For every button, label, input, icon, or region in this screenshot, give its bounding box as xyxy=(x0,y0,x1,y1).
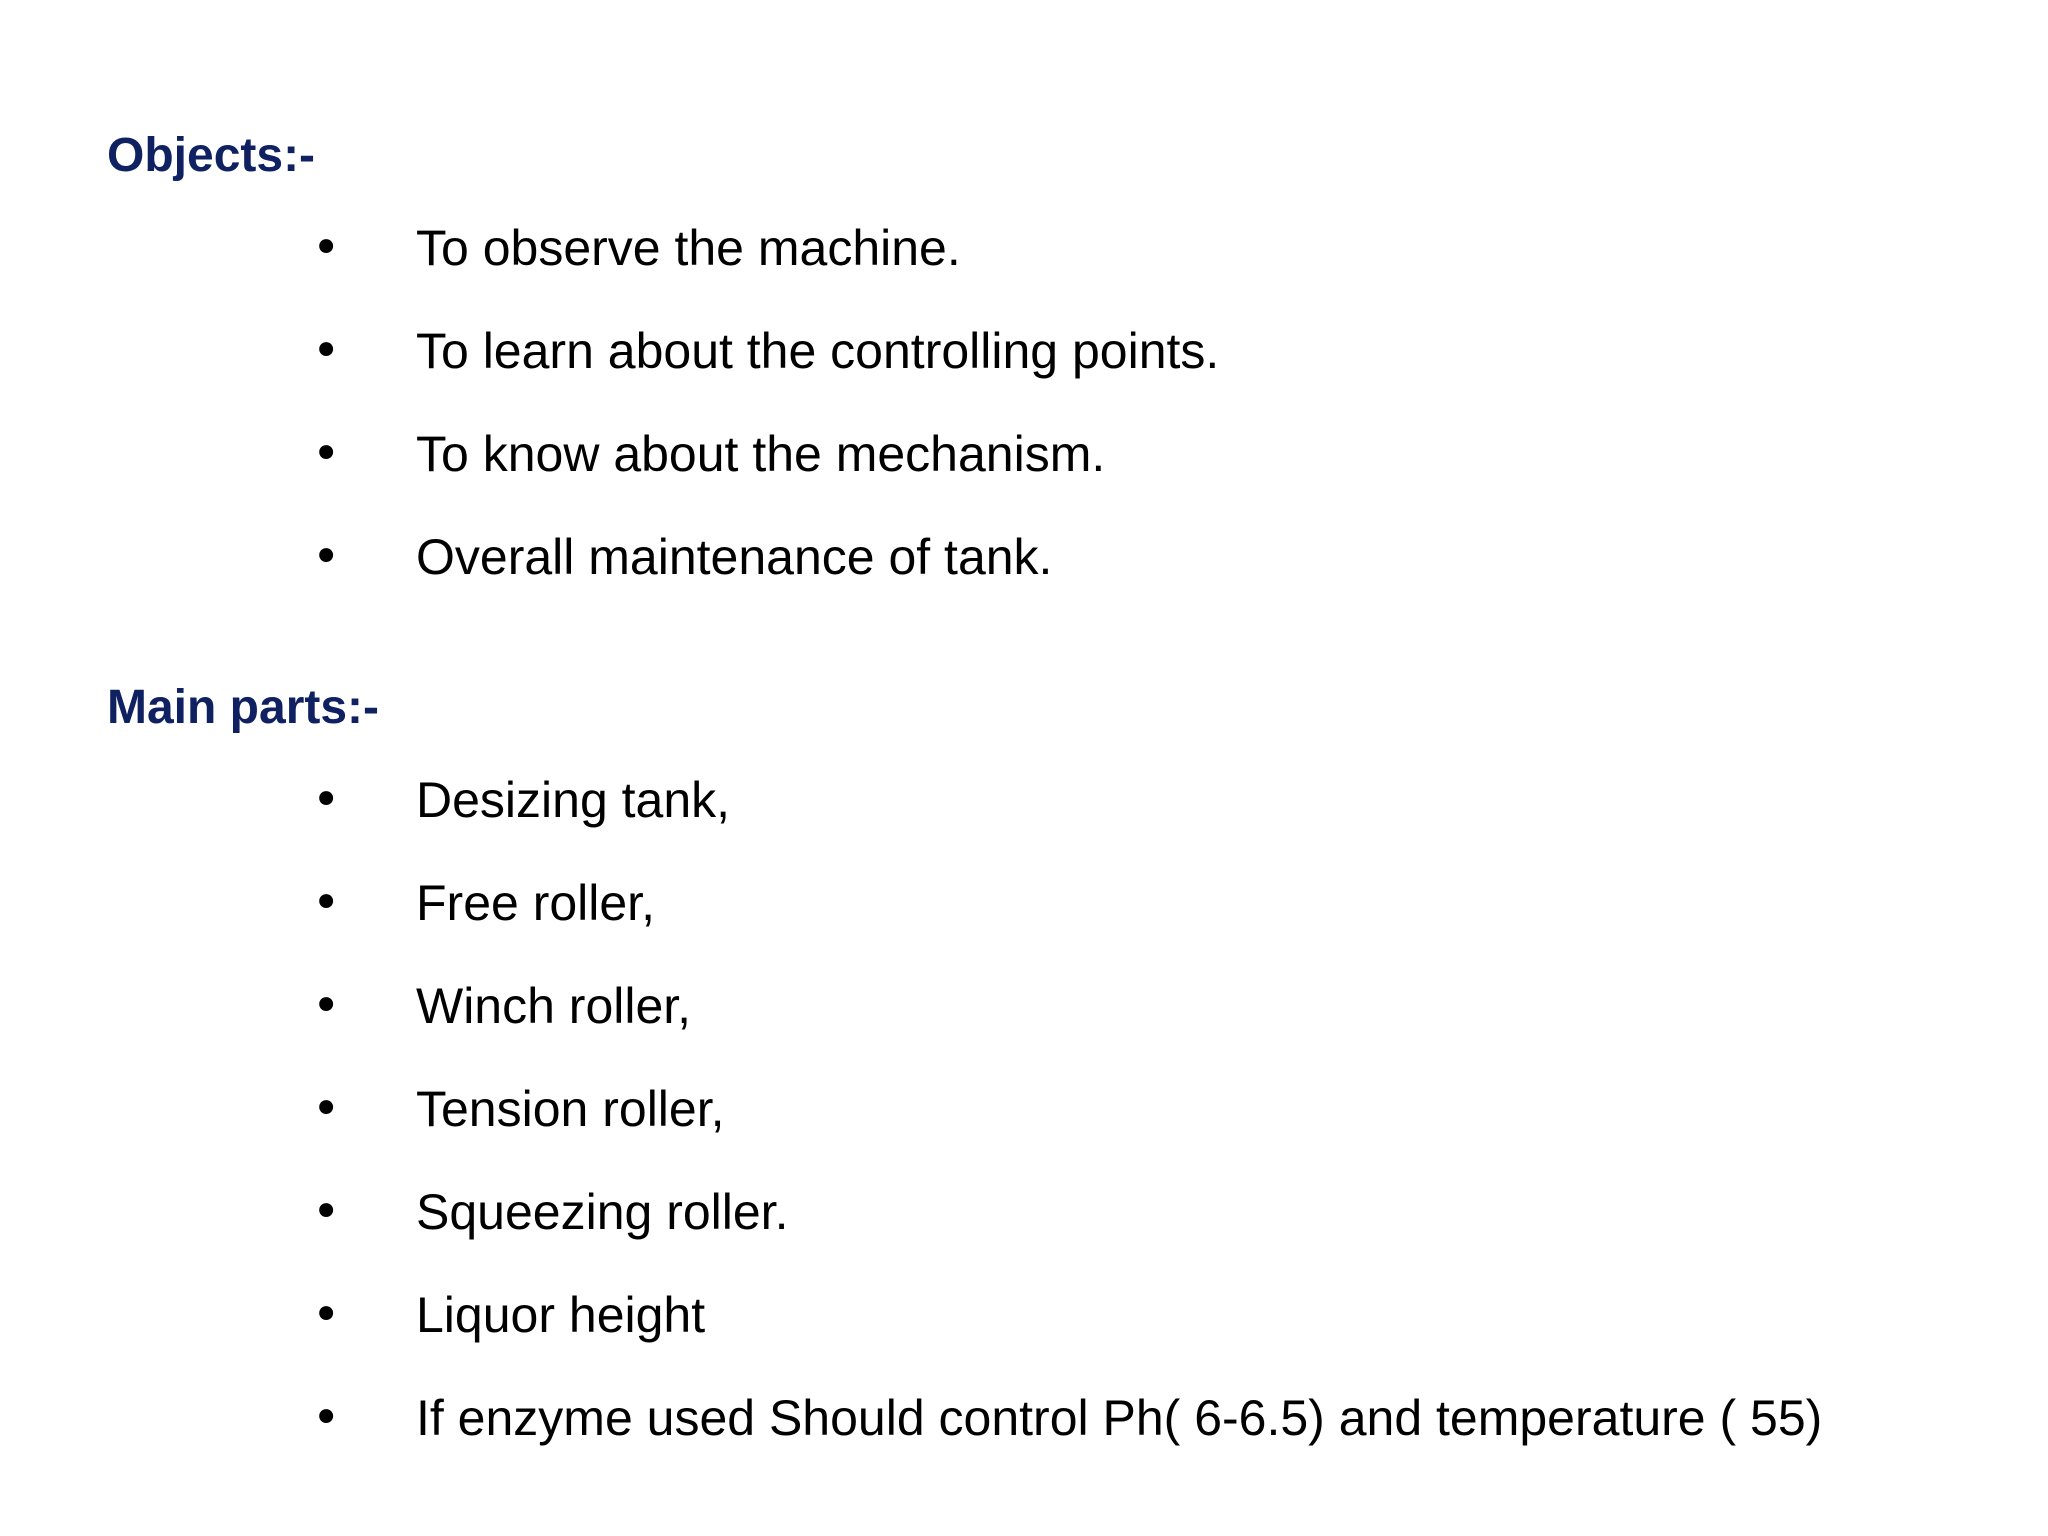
list-item-text: To observe the machine. xyxy=(416,220,961,276)
bullet-icon: • xyxy=(312,426,341,482)
bullet-icon: • xyxy=(312,875,341,931)
bullet-icon: • xyxy=(312,323,341,379)
list-item-text: Squeezing roller. xyxy=(416,1184,789,1240)
list-item-text: Tension roller, xyxy=(416,1081,725,1137)
list-item-text: Overall maintenance of tank. xyxy=(416,529,1053,585)
list-item-text: Winch roller, xyxy=(416,978,692,1034)
bullet-icon: • xyxy=(312,978,341,1034)
bullet-icon: • xyxy=(312,1081,341,1137)
bullet-icon: • xyxy=(312,1390,341,1446)
bullet-icon: • xyxy=(312,772,341,828)
bullet-icon: • xyxy=(312,529,341,585)
bullet-icon: • xyxy=(312,1287,341,1343)
list-item-text: To learn about the controlling points. xyxy=(416,323,1220,379)
list-item-text: To know about the mechanism. xyxy=(416,426,1106,482)
main-parts-heading: Main parts:- xyxy=(107,681,380,734)
list-item-text: If enzyme used Should control Ph( 6-6.5) and temperature ( 55) xyxy=(416,1390,1823,1446)
objects-heading: Objects:- xyxy=(107,129,316,182)
list-item-text: Liquor height xyxy=(416,1287,706,1343)
bullet-icon: • xyxy=(312,1184,341,1240)
bullet-icon: • xyxy=(312,220,341,276)
list-item-text: Free roller, xyxy=(416,875,655,931)
list-item-text: Desizing tank, xyxy=(416,772,731,828)
